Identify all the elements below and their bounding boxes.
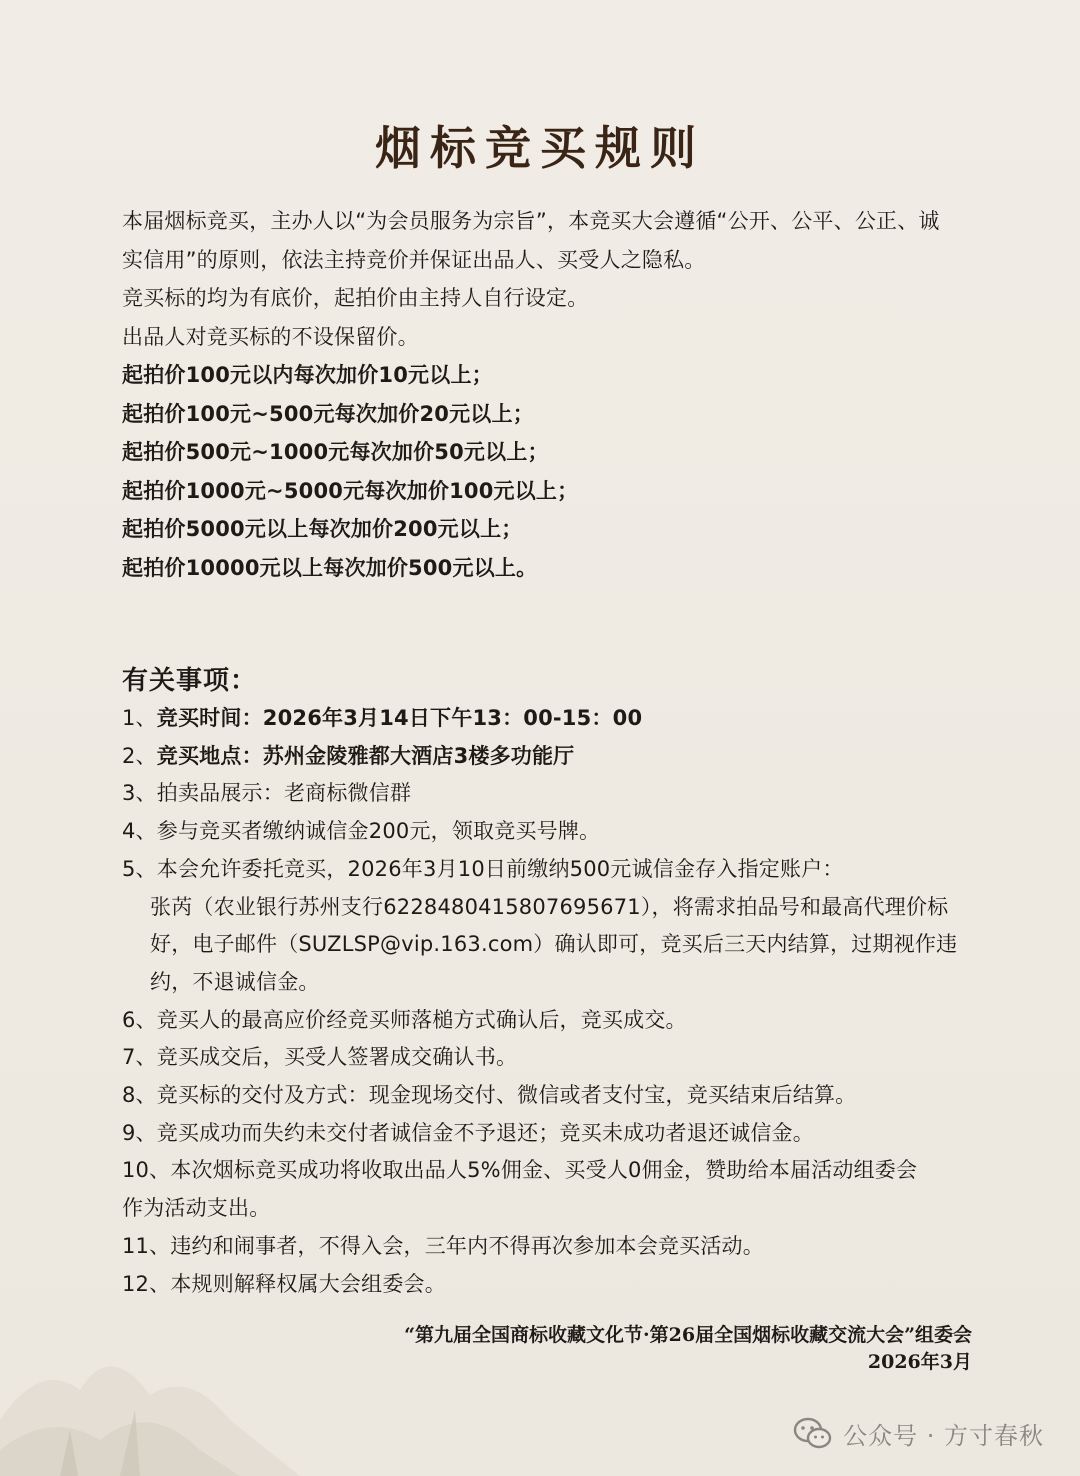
list-item-continuation: 张芮（农业银行苏州支行6228480415807695671），将需求拍品号和最高代理价标	[150, 894, 949, 919]
rule-line: 起拍价100元~500元每次加价20元以上；	[122, 401, 534, 426]
rule-line: 竞买标的均为有底价，起拍价由主持人自行设定。	[122, 286, 589, 310]
watermark-text: 公众号 · 方寸春秋	[843, 1422, 1044, 1450]
rules-list	[122, 202, 972, 587]
watermark	[793, 1416, 1044, 1451]
list-item: 11、违约和闹事者，不得入会，三年内不得再次参加本会竞买活动。	[122, 1233, 764, 1258]
rule-line: 起拍价1000元~5000元每次加价100元以上；	[122, 478, 579, 503]
list-item: 12、本规则解释权属大会组委会。	[122, 1271, 446, 1296]
rule-line: 起拍价100元以内每次加价10元以上；	[122, 363, 493, 387]
page-title: 烟标竞买规则	[375, 121, 705, 175]
rule-line: 出品人对竞买标的不设保留价。	[122, 324, 419, 349]
items-list	[122, 700, 972, 1303]
auction-location: 竞买地点：苏州金陵雅都大酒店3楼多功能厅	[156, 743, 575, 768]
auction-time: 竞买时间：2026年3月14日下午13：00-15：00	[156, 706, 643, 730]
list-item	[122, 700, 972, 738]
list-item: 5、本会允许委托竞买，2026年3月10日前缴纳500元诚信金存入指定账户：	[122, 856, 844, 881]
section-title: 有关事项：	[122, 666, 258, 696]
item-number: 2、	[122, 743, 157, 768]
list-item-continuation: 好，电子邮件（SUZLSP@vip.163.com）确认即可，竞买后三天内结算，过期视作违	[150, 932, 958, 957]
list-item-continuation: 作为活动支出。	[122, 1196, 271, 1221]
rule-line: 起拍价5000元以上每次加价200元以上；	[122, 517, 523, 541]
landscape-painting	[0, 1300, 300, 1476]
rule-line: 实信用”的原则，依法主持竞价并保证出品人、买受人之隐私。	[122, 247, 706, 272]
footer-signature	[404, 1322, 972, 1376]
organizer-name: “第九届全国商标收藏文化节·第26届全国烟标收藏交流大会”组委会	[404, 1324, 972, 1346]
rule-line: 起拍价10000元以上每次加价500元以上。	[122, 555, 538, 580]
list-item: 4、参与竞买者缴纳诚信金200元，领取竞买号牌。	[122, 819, 601, 844]
list-item	[122, 738, 972, 776]
list-item: 10、本次烟标竞买成功将收取出品人5%佣金、买受人0佣金，赞助给本届活动组委会	[122, 1158, 918, 1183]
wechat-icon	[793, 1417, 833, 1451]
issue-date: 2026年3月	[867, 1351, 972, 1373]
list-item-continuation: 约，不退诚信金。	[150, 969, 320, 994]
list-item: 9、竞买成功而失约未交付者诚信金不予退还；竞买未成功者退还诚信金。	[122, 1120, 814, 1145]
item-number: 1、	[122, 706, 157, 730]
list-item: 8、竞买标的交付及方式：现金现场交付、微信或者支付宝，竞买结束后结算。	[122, 1083, 857, 1108]
list-item: 6、竞买人的最高应价经竞买师落槌方式确认后，竞买成交。	[122, 1007, 687, 1032]
rule-line: 本届烟标竞买，主办人以“为会员服务为宗旨”，本竞买大会遵循“公开、公平、公正、诚	[122, 209, 940, 233]
list-item: 3、拍卖品展示：老商标微信群	[122, 781, 412, 806]
rule-line: 起拍价500元~1000元每次加价50元以上；	[122, 440, 549, 464]
list-item: 7、竞买成交后，买受人签署成交确认书。	[122, 1045, 518, 1070]
